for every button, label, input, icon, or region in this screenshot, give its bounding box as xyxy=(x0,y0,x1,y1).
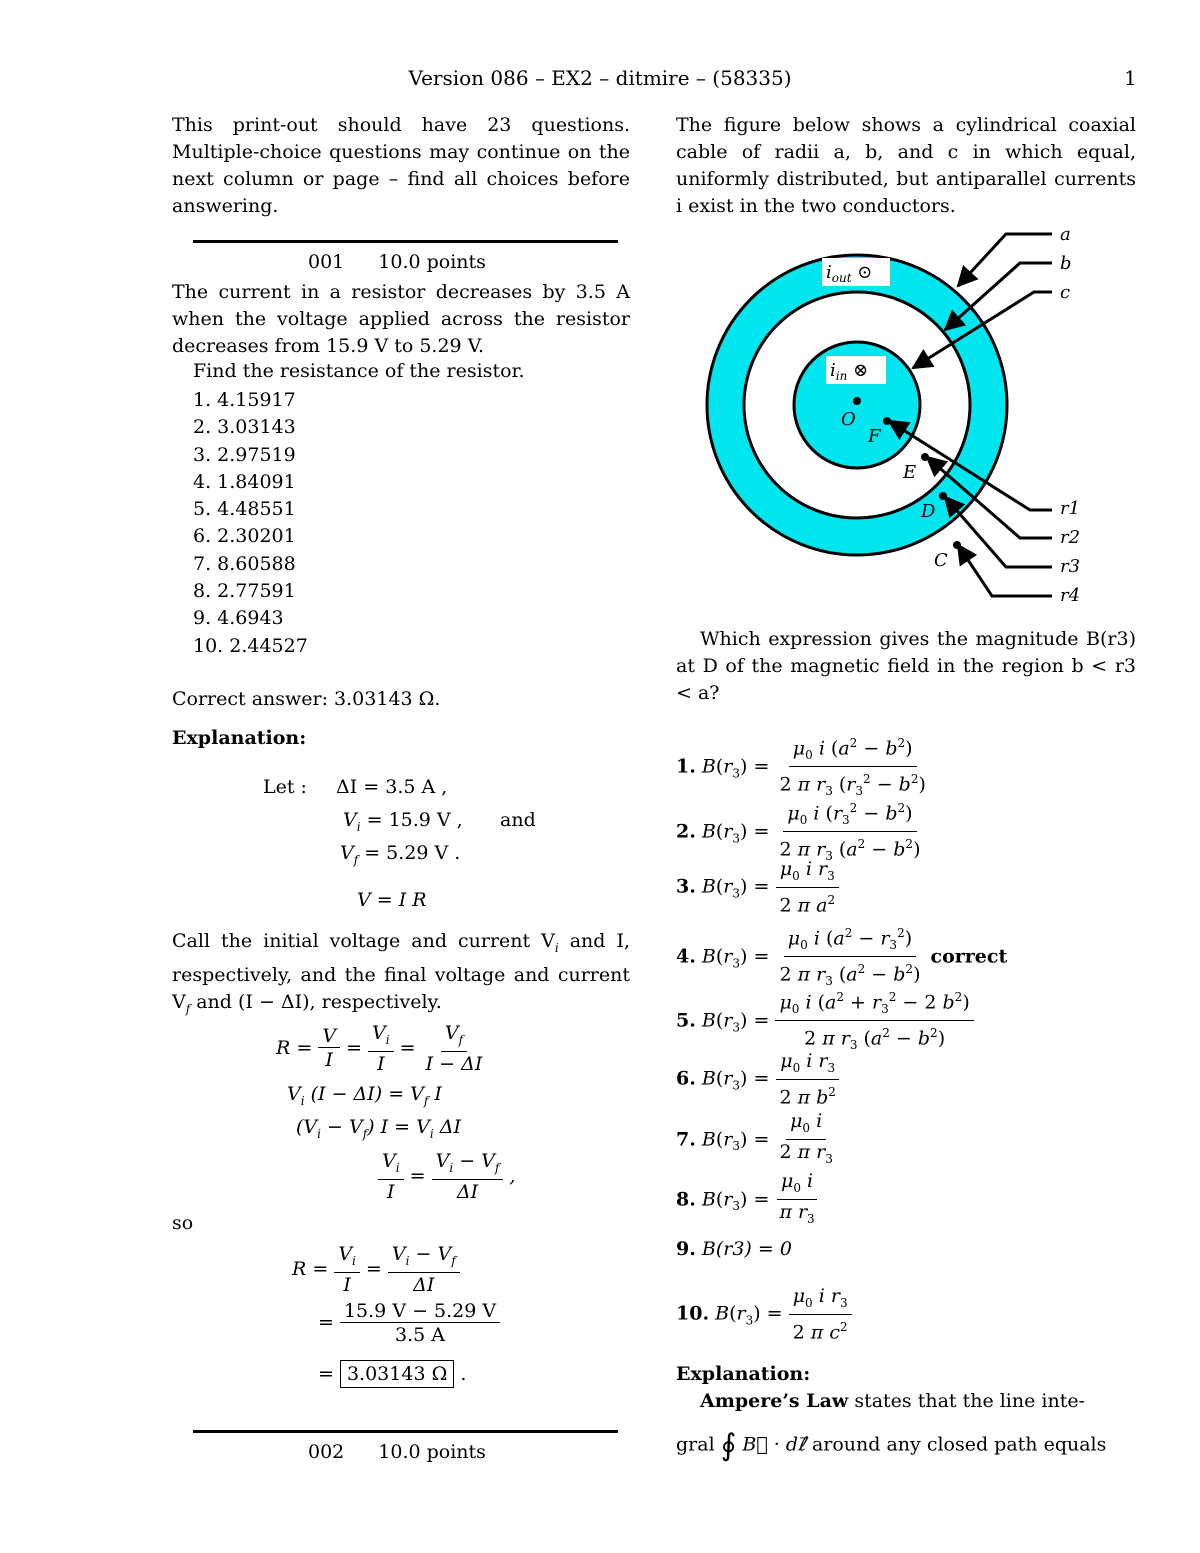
q1-points: 10.0 points xyxy=(378,251,486,273)
answer-choice: 7. $B(r_3)$ = $\frac{\mu_0 i}{2 \pi r_3}$ xyxy=(676,1110,833,1166)
vi-eq: $V_i = 15.9$ V , xyxy=(343,809,463,834)
r-substituted: = $\frac{15.9 V - 5.29 V}{3.5 A}$ xyxy=(318,1300,500,1347)
boxed-answer: 3.03143 Ω xyxy=(340,1360,454,1388)
label-r4: r4 xyxy=(1060,585,1081,606)
q1-choice: 8. 2.77591 xyxy=(193,580,296,603)
point-c: C xyxy=(934,550,948,571)
r-equation: R = $\frac{V}{I}$ = $\frac{V_i}{I}$ = $\frac{V_f}{I - \Delta I}$ xyxy=(276,1022,483,1075)
question-divider xyxy=(193,240,618,243)
figure-description: The figure below shows a cylindrical coaxial cable of radii a, b, and c in which equal, uniformly distributed, but antiparallel currents i exist in the two conductors. xyxy=(676,114,1136,217)
q2-number: 002 xyxy=(308,1441,345,1463)
point-o: O xyxy=(841,409,856,430)
q1-choice: 5. 4.48551 xyxy=(193,498,296,521)
label-a: a xyxy=(1060,224,1071,245)
point-f: F xyxy=(868,426,881,447)
q1-choices xyxy=(193,387,308,660)
question-divider-2 xyxy=(193,1430,618,1433)
q1-choice: 10. 2.44527 xyxy=(193,634,308,657)
eq-step-1: $V_i$ $(I - \Delta I) = V_f$ I xyxy=(287,1083,442,1108)
eq-step-2: $(V_i - V_f) I = V_i$ ΔI xyxy=(296,1116,461,1141)
answer-choice: 6. $B(r_3)$ = $\frac{\mu_0 i r_3}{2 \pi b^2}$ xyxy=(676,1050,840,1109)
q1-prompt: Find the resistance of the resistor. xyxy=(193,360,525,382)
i-out-label: $i_{out}$ ⊙ xyxy=(826,262,873,285)
page-header: Version 086 – EX2 – ditmire – (58335) xyxy=(408,66,792,90)
q1-choice: 2. 3.03143 xyxy=(193,416,296,439)
answer-choice: 3. $B(r_3)$ = $\frac{\mu_0 i r_3}{2 \pi a^2}$ xyxy=(676,858,839,917)
delta-i-eq: ΔI = 3.5 A , xyxy=(336,776,448,798)
answer-choice: 1. $B(r_3)$ = $\frac{\mu_0 i (a^2 - b^2)}{2 \pi r_3 (r_3^2 - b^2)}$ xyxy=(676,732,930,803)
right-explanation-title: Explanation: xyxy=(676,1363,811,1385)
q1-text: The current in a resistor decreases by 3.5 A when the voltage applied across the resistor decreases from 15.9 V to 5.29 V. xyxy=(172,281,630,357)
ohm-law: V = I R xyxy=(357,889,427,911)
label-b: b xyxy=(1060,253,1072,274)
q2-points: 10.0 points xyxy=(378,1441,486,1463)
r-result: = 3.03143 Ω . xyxy=(318,1363,466,1385)
answer-choice: 10. $B(r_3)$ = $\frac{\mu_0 i r_3}{2 \pi c^2}$ xyxy=(676,1285,852,1344)
q1-choice: 6. 2.30201 xyxy=(193,525,296,548)
answer-choice: 5. $B(r_3)$ = $\frac{\mu_0 i (a^2 + r_3^2 - 2 b^2)}{2 \pi r_3 (a^2 - b^2)}$ xyxy=(676,986,974,1057)
label-r2: r2 xyxy=(1060,527,1081,548)
i-in-label: $i_{in}$ ⊗ xyxy=(830,360,869,383)
answer-choice: 2. $B(r_3)$ = $\frac{\mu_0 i (r_3^2 - b^2)}{2 \pi r_3 (a^2 - b^2)}$ xyxy=(676,797,924,868)
answer-choice-correct: 4. $B(r_3)$ = $\frac{\mu_0 i (a^2 - r_3^2)}{2 \pi r_3 (a^2 - b^2)}$ correct xyxy=(676,922,1007,993)
vf-eq: $V_f = 5.29$ V . xyxy=(340,842,461,867)
coaxial-cable-figure xyxy=(690,220,1110,610)
q1-choice: 4. 1.84091 xyxy=(193,470,296,493)
answer-choice: 9. B(r3) = 0 xyxy=(676,1238,792,1260)
eq-step-3: $\frac{V_i}{I}$ = $\frac{V_i - V_f}{\Delta I}$ , xyxy=(378,1150,515,1204)
q1-choice: 1. 4.15917 xyxy=(193,389,296,411)
q1-choice: 3. 2.97519 xyxy=(193,443,296,466)
so-word: so xyxy=(172,1212,194,1234)
call-text: Call the initial voltage and current $V_i$ and I, respectively, and the final voltage and current $V_f$ and (I − ΔI), respectively. xyxy=(172,930,630,1016)
q1-choice: 9. 4.6943 xyxy=(193,607,284,630)
label-r1: r1 xyxy=(1060,498,1081,519)
label-r3: r3 xyxy=(1060,556,1081,577)
q1-explanation-title: Explanation: xyxy=(172,727,307,749)
q1-correct-answer: Correct answer: 3.03143 Ω. xyxy=(172,688,441,710)
point-d: D xyxy=(921,501,936,522)
r-final-eq: R = $\frac{V_i}{I}$ = $\frac{V_i - V_f}{\Delta I}$ xyxy=(292,1243,460,1297)
point-e: E xyxy=(903,462,917,483)
answer-choice: 8. $B(r_3)$ = $\frac{\mu_0 i}{\pi r_3}$ xyxy=(676,1170,819,1231)
ampere-text-2: gral ∮ B⃗ · dℓ⃗ around any closed path equals xyxy=(676,1428,1107,1463)
q1-choice: 7. 8.60588 xyxy=(193,552,296,575)
q1-header xyxy=(308,251,486,273)
and-word: and xyxy=(500,809,536,831)
label-c: c xyxy=(1060,282,1071,303)
q-question: Which expression gives the magnitude B(r3) at D of the magnetic field in the region b < r3 < a? xyxy=(676,628,1136,704)
ampere-text: Ampere’s Law states that the line inte- xyxy=(700,1390,1086,1412)
q2-header xyxy=(308,1441,486,1463)
intro-text: This print-out should have 23 questions. Multiple-choice questions may continue on the next column or page – find all choices before answering. xyxy=(172,114,630,217)
page-number: 1 xyxy=(1124,66,1137,90)
correct-marker: correct xyxy=(930,945,1008,968)
q1-number: 001 xyxy=(308,251,345,273)
let-label: Let : xyxy=(263,776,307,798)
